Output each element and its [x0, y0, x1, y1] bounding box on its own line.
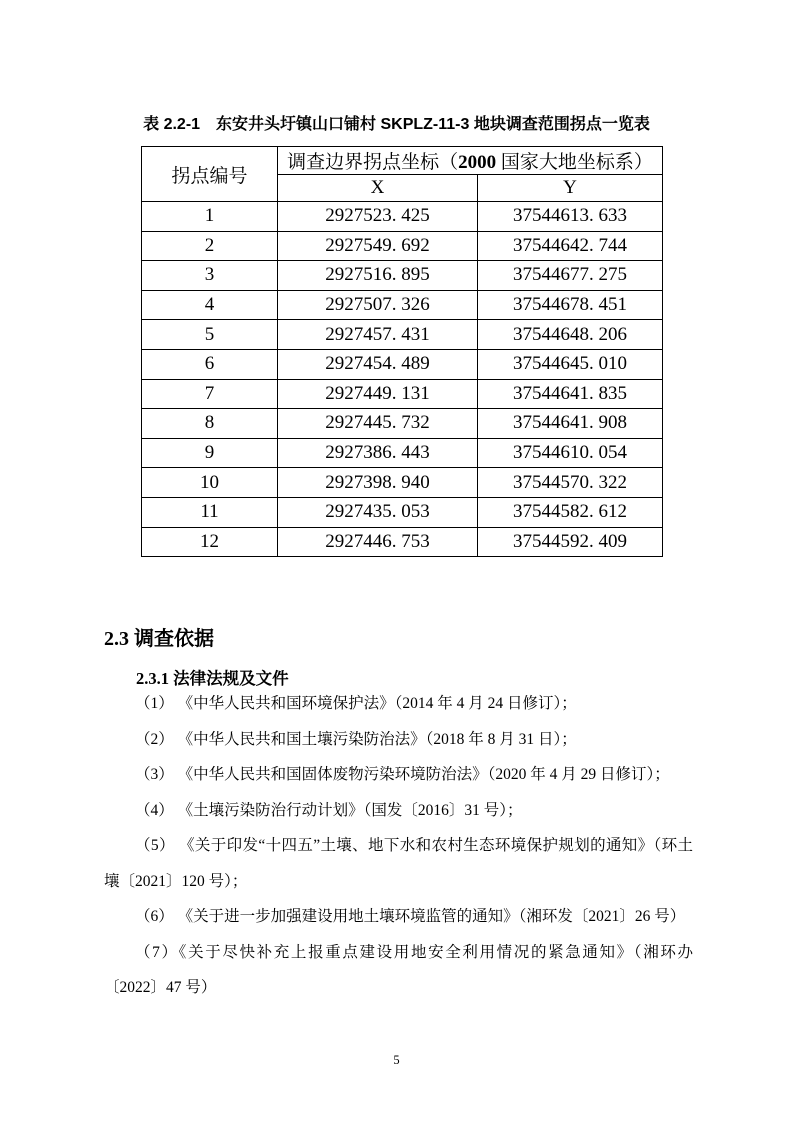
x-coordinate-cell: 2927386. 443 [278, 438, 478, 468]
y-coordinate-cell: 37544645. 010 [478, 349, 663, 379]
table-row [142, 349, 663, 379]
corner-id-cell: 7 [142, 379, 278, 409]
y-coordinate-cell: 37544641. 835 [478, 379, 663, 409]
corner-id-cell: 6 [142, 349, 278, 379]
legal-document-item: （2） 《中华人民共和国土壤污染防治法》（2018 年 8 月 31 日）； [135, 730, 577, 748]
x-coordinate-cell: 2927435. 053 [278, 497, 478, 527]
table-row [142, 468, 663, 498]
table-row [142, 261, 663, 291]
legal-documents-list [104, 686, 693, 1006]
y-coordinate-cell: 37544613. 633 [478, 202, 663, 232]
table-row [142, 320, 663, 350]
header-row-coordinate-system [142, 147, 663, 175]
y-coordinate-cell: 37544678. 451 [478, 290, 663, 320]
section-heading-2-3-1: 2.3.1 法律法规及文件 [136, 669, 289, 688]
x-coordinate-cell: 2927398. 940 [278, 468, 478, 498]
corner-id-column-header: 拐点编号 [142, 147, 278, 202]
x-column-header: X [278, 175, 478, 202]
section-heading-2-3: 2.3 调查依据 [104, 628, 214, 650]
corner-id-cell: 4 [142, 290, 278, 320]
coordinate-system-header [278, 147, 663, 175]
legal-document-item: （5） 《关于印发“十四五”土壤、地下水和农村生态环境保护规划的通知》（环土壤〔2021〕120 号）； [104, 837, 693, 890]
corner-id-cell: 10 [142, 468, 278, 498]
y-coordinate-cell: 37544592. 409 [478, 527, 663, 557]
coordinate-system-year: 2000 [458, 152, 497, 173]
y-coordinate-cell: 37544642. 744 [478, 231, 663, 261]
legal-document-item: （3） 《中华人民共和国固体废物污染环境防治法》（2020 年 4 月 29 日修订）； [135, 766, 670, 783]
y-coordinate-cell: 37544570. 322 [478, 468, 663, 498]
y-coordinate-cell: 37544641. 908 [478, 409, 663, 439]
x-coordinate-cell: 2927523. 425 [278, 202, 478, 232]
coordinate-system-header-suffix: 国家大地坐标系） [496, 152, 653, 173]
corner-id-cell: 11 [142, 497, 278, 527]
legal-document-item: （7）《关于尽快补充上报重点建设用地安全利用情况的紧急通知》（湘环办〔2022〕47 号） [104, 943, 693, 996]
x-coordinate-cell: 2927549. 692 [278, 231, 478, 261]
corner-id-cell: 5 [142, 320, 278, 350]
table-row [142, 231, 663, 261]
table-header [142, 147, 663, 202]
legal-document-item: （6） 《关于进一步加强建设用地土壤环境监管的通知》（湘环发〔2021〕26 号） [135, 908, 686, 925]
table-row [142, 497, 663, 527]
corner-id-cell: 2 [142, 231, 278, 261]
x-coordinate-cell: 2927449. 131 [278, 379, 478, 409]
table-row [142, 290, 663, 320]
corner-coordinates-table [141, 146, 663, 557]
table-caption: 表 2.2-1 东安井头圩镇山口铺村 SKPLZ-11-3 地块调查范围拐点一览表 [143, 116, 650, 133]
table-body [142, 202, 663, 557]
table-row [142, 409, 663, 439]
x-coordinate-cell: 2927457. 431 [278, 320, 478, 350]
corner-id-cell: 1 [142, 202, 278, 232]
corner-id-cell: 8 [142, 409, 278, 439]
coordinate-system-header-prefix: 调查边界拐点坐标（ [287, 152, 459, 173]
x-coordinate-cell: 2927446. 753 [278, 527, 478, 557]
x-coordinate-cell: 2927507. 326 [278, 290, 478, 320]
table-row [142, 527, 663, 557]
page-number: 5 [393, 1053, 400, 1067]
table-row [142, 202, 663, 232]
y-coordinate-cell: 37544648. 206 [478, 320, 663, 350]
y-coordinate-cell: 37544677. 275 [478, 261, 663, 291]
table-row [142, 438, 663, 468]
x-coordinate-cell: 2927445. 732 [278, 409, 478, 439]
legal-document-item: （1） 《中华人民共和国环境保护法》（2014 年 4 月 24 日修订）； [135, 695, 577, 712]
x-coordinate-cell: 2927454. 489 [278, 349, 478, 379]
corner-id-cell: 9 [142, 438, 278, 468]
corner-id-cell: 3 [142, 261, 278, 291]
x-coordinate-cell: 2927516. 895 [278, 261, 478, 291]
y-coordinate-cell: 37544610. 054 [478, 438, 663, 468]
corner-id-cell: 12 [142, 527, 278, 557]
table-row [142, 379, 663, 409]
legal-document-item: （4） 《土壤污染防治行动计划》（国发〔2016〕31 号）； [135, 801, 523, 819]
y-coordinate-cell: 37544582. 612 [478, 497, 663, 527]
y-column-header: Y [478, 175, 663, 202]
